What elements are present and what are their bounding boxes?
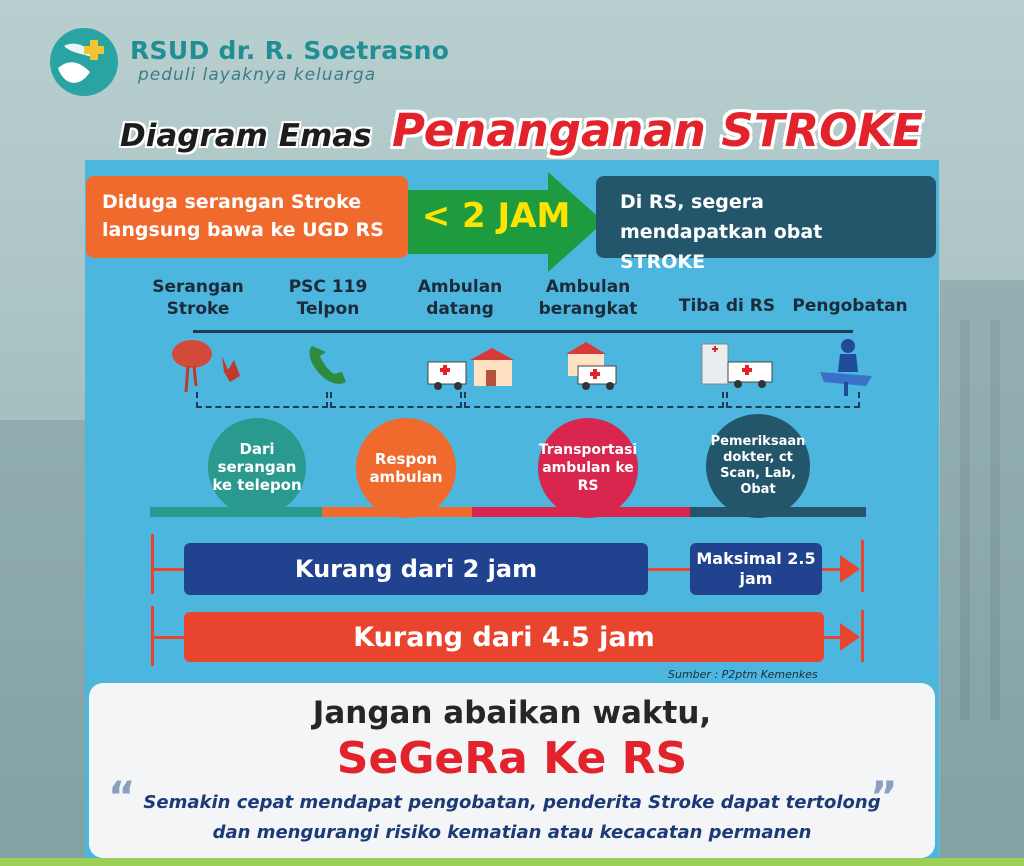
suspected-stroke-box: Diduga serangan Stroke langsung bawa ke UGD RS bbox=[86, 176, 408, 258]
bracket-3 bbox=[464, 392, 724, 408]
hospital-name: RSUD dr. R. Soetrasno bbox=[130, 36, 450, 65]
phase-circle-transportasi: Transportasi ambulan ke RS bbox=[538, 418, 638, 518]
quote-open-icon: “ bbox=[108, 772, 136, 821]
step-psc-119: PSC 119 Telpon bbox=[288, 277, 368, 319]
two-hours-label: < 2 JAM bbox=[421, 196, 571, 236]
footer-stripe bbox=[0, 858, 1024, 866]
phase-circle-pemeriksaan: Pemeriksaan dokter, ct Scan, Lab, Obat bbox=[706, 414, 810, 518]
title-diagram-emas: Diagram Emas bbox=[120, 118, 372, 154]
bar-kurang-2-jam: Kurang dari 2 jam bbox=[184, 543, 648, 595]
timebar1-start-tick bbox=[151, 534, 154, 594]
brain-icon bbox=[168, 336, 248, 396]
ambulance-house-icon bbox=[426, 346, 518, 392]
hospital-ambulance-icon bbox=[698, 340, 778, 392]
bar-maksimal-2-5-jam: Maksimal 2.5 jam bbox=[690, 543, 822, 595]
step-ambulan-datang: Ambulan datang bbox=[417, 277, 503, 319]
arrowhead-right-icon bbox=[840, 555, 860, 583]
bracket-2 bbox=[330, 392, 462, 408]
step-tiba-di-rs: Tiba di RS bbox=[678, 296, 776, 316]
source-note: Sumber : P2ptm Kemenkes bbox=[668, 668, 818, 681]
timebar1-end-tick bbox=[861, 540, 864, 592]
house-ambulance-icon bbox=[562, 340, 628, 392]
message-cta: SeGeRa Ke RS bbox=[336, 733, 688, 784]
desc-line-1: Semakin cepat mendapat pengobatan, penderita Stroke dapat tertolong bbox=[143, 792, 881, 813]
desc-line-2: dan mengurangi risiko kematian atau kecacatan permanen bbox=[212, 822, 812, 843]
step-pengobatan: Pengobatan bbox=[792, 296, 908, 316]
hospital-logo bbox=[50, 28, 118, 96]
title-penanganan-stroke: Penanganan STROKE bbox=[392, 104, 924, 157]
bar-kurang-4-5-jam: Kurang dari 4.5 jam bbox=[184, 612, 824, 662]
phase-circle-respon-ambulan: Respon ambulan bbox=[356, 418, 456, 518]
medical-treatment-icon bbox=[814, 336, 878, 398]
phone-icon bbox=[302, 340, 358, 390]
bracket-1 bbox=[196, 392, 328, 408]
timebar2-end-tick bbox=[861, 610, 864, 662]
quote-close-icon: ” bbox=[870, 772, 898, 821]
message-description bbox=[120, 788, 904, 848]
message-title: Jangan abaikan waktu, bbox=[312, 695, 712, 731]
bracket-4 bbox=[726, 392, 860, 408]
hospital-tagline: peduli layaknya keluarga bbox=[138, 65, 377, 85]
step-ambulan-berangkat: Ambulan berangkat bbox=[538, 277, 638, 319]
step-serangan-stroke: Serangan Stroke bbox=[152, 277, 244, 319]
phase-circle-dari-serangan: Dari serangan ke telepon bbox=[208, 418, 306, 516]
step-timeline-line bbox=[193, 330, 853, 333]
arrowhead-right-icon-2 bbox=[840, 623, 860, 651]
hospital-treatment-box: Di RS, segera mendapatkan obat STROKE bbox=[596, 176, 936, 258]
